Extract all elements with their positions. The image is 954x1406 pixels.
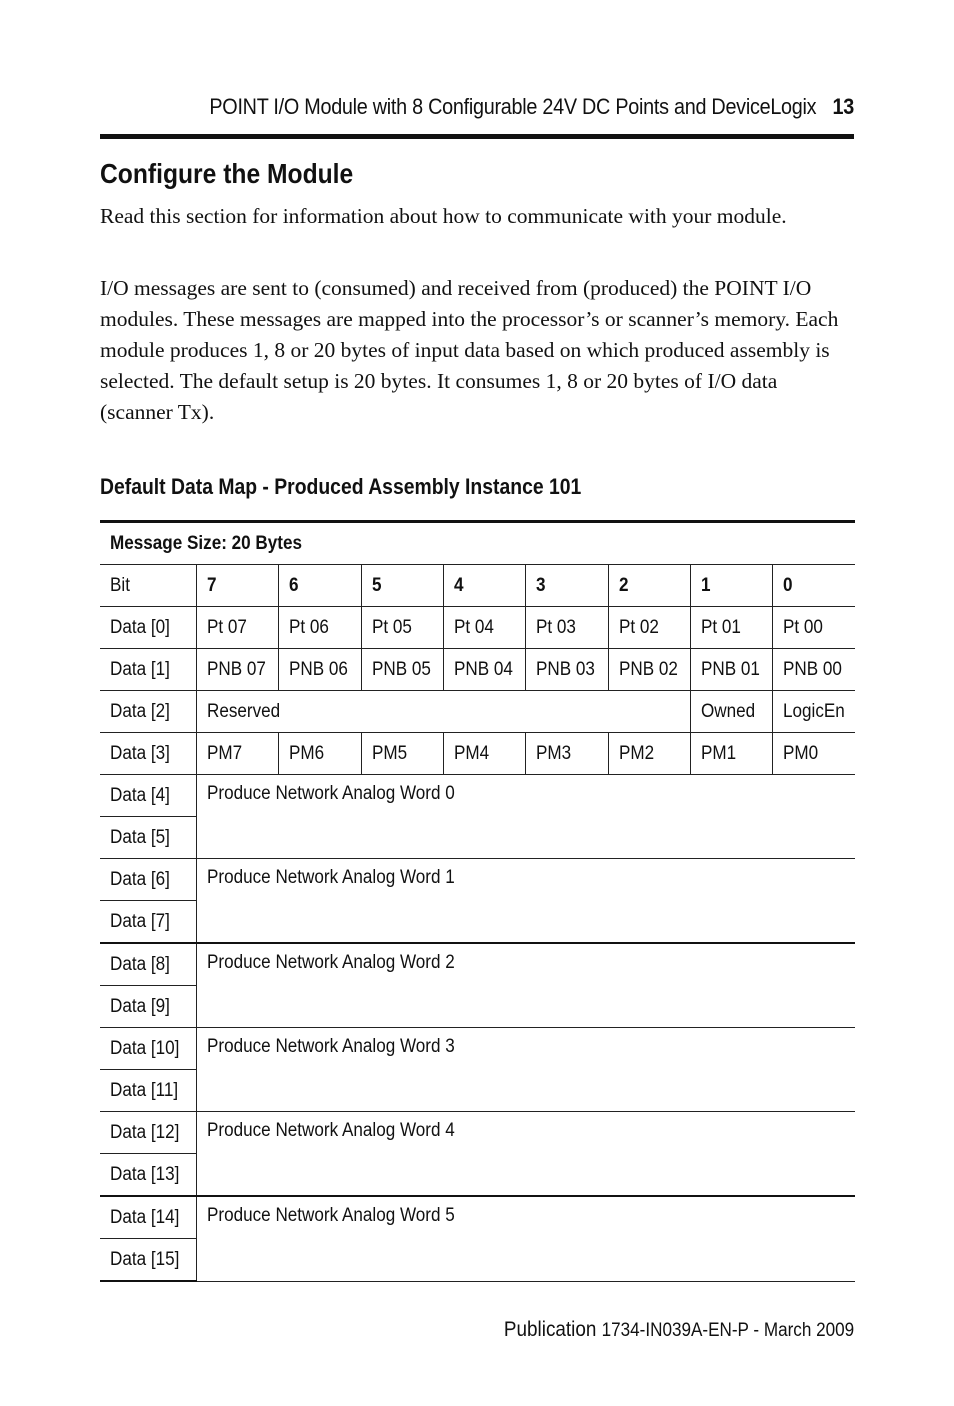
bit-cell (196, 607, 278, 649)
cell-text: PNB 02 (618, 658, 678, 680)
cell-text: Data [6] (110, 868, 170, 890)
bit-cell (361, 607, 443, 649)
cell-text: Pt 05 (371, 616, 412, 638)
bit-cell (772, 607, 855, 649)
owned-cell (690, 691, 772, 733)
bit-header-cell (278, 565, 361, 607)
byte-label-cell (100, 943, 196, 986)
cell-text: Data [0] (110, 616, 170, 638)
bit-header-cell (772, 565, 855, 607)
bit-cell (361, 733, 443, 775)
table-row (100, 1196, 855, 1239)
table-row (100, 733, 855, 775)
cell-text: PM1 (700, 742, 736, 764)
bit-header-cell (100, 565, 196, 607)
cell-text: Produce Network Analog Word 2 (206, 952, 455, 973)
bit-cell (278, 607, 361, 649)
table-row (100, 691, 855, 733)
cell-text: Pt 01 (700, 616, 741, 638)
cell-text: Pt 06 (288, 616, 329, 638)
bit-cell (690, 733, 772, 775)
table-row (100, 943, 855, 986)
cell-text: PM4 (453, 742, 489, 764)
cell-text: PNB 00 (782, 658, 842, 680)
cell-text: Data [10] (110, 1037, 180, 1059)
cell-text: Pt 02 (618, 616, 659, 638)
cell-text: Data [8] (110, 953, 170, 975)
byte-label-cell (100, 859, 196, 901)
bit-cell (361, 649, 443, 691)
cell-text: 5 (371, 574, 382, 596)
bit-header-cell (196, 565, 278, 607)
table-row (100, 859, 855, 901)
bit-cell (525, 607, 608, 649)
cell-text: Reserved (206, 700, 280, 722)
cell-text: Data [5] (110, 826, 170, 848)
analog-word-cell (196, 859, 855, 944)
bit-cell (525, 649, 608, 691)
section-title: Configure the Module (100, 158, 354, 189)
table-body (100, 522, 855, 1282)
cell-text: PNB 07 (206, 658, 266, 680)
cell-text: Data [15] (110, 1248, 180, 1270)
cell-text: Pt 04 (453, 616, 494, 638)
cell-text: PNB 04 (453, 658, 513, 680)
byte-label-cell (100, 733, 196, 775)
cell-text: PM7 (206, 742, 242, 764)
byte-label-cell (100, 1196, 196, 1239)
cell-text: Data [9] (110, 995, 170, 1017)
table-row (100, 522, 855, 565)
cell-text: PM0 (782, 742, 818, 764)
bit-header-cell (361, 565, 443, 607)
intro-paragraph: Read this section for information about how to communicate with your module. (100, 204, 787, 228)
analog-word-cell (196, 775, 855, 859)
cell-text: Produce Network Analog Word 4 (206, 1120, 455, 1141)
logicen-cell (772, 691, 855, 733)
bit-cell (443, 733, 525, 775)
bit-cell (525, 733, 608, 775)
header-rule (100, 134, 854, 139)
cell-text: 1 (700, 574, 711, 596)
cell-text: PM3 (535, 742, 571, 764)
cell-text: Message Size: 20 Bytes (110, 532, 303, 554)
byte-label-cell (100, 901, 196, 944)
byte-label-cell (100, 1239, 196, 1282)
footer (504, 1318, 854, 1342)
table-row (100, 775, 855, 817)
message-size-cell (100, 522, 855, 565)
cell-text: Data [1] (110, 658, 170, 680)
bit-cell (690, 607, 772, 649)
cell-text: Pt 00 (782, 616, 823, 638)
bit-header-cell (608, 565, 690, 607)
cell-text: Data [2] (110, 700, 170, 722)
byte-label-cell (100, 607, 196, 649)
bit-cell (443, 649, 525, 691)
cell-text: PNB 05 (371, 658, 431, 680)
cell-text: 2 (618, 574, 629, 596)
cell-text: PNB 01 (700, 658, 760, 680)
cell-text: Produce Network Analog Word 3 (206, 1036, 455, 1057)
data-map-table (100, 520, 855, 1282)
byte-label-cell (100, 1112, 196, 1154)
cell-text: Produce Network Analog Word 5 (206, 1205, 455, 1226)
cell-text: PNB 06 (288, 658, 348, 680)
cell-text: Pt 07 (206, 616, 247, 638)
bit-cell (196, 649, 278, 691)
byte-label-cell (100, 986, 196, 1028)
table-caption: Default Data Map - Produced Assembly Instance 101 (100, 474, 582, 499)
cell-text: PM2 (618, 742, 654, 764)
cell-text: Data [13] (110, 1163, 180, 1185)
bit-cell (608, 733, 690, 775)
byte-label-cell (100, 691, 196, 733)
bit-cell (278, 733, 361, 775)
byte-label-cell (100, 1070, 196, 1112)
table-row (100, 649, 855, 691)
cell-text: PNB 03 (535, 658, 595, 680)
cell-text: 0 (782, 574, 793, 596)
cell-text: Produce Network Analog Word 0 (206, 783, 455, 804)
cell-text: PM5 (371, 742, 407, 764)
bit-cell (772, 733, 855, 775)
bit-cell (278, 649, 361, 691)
cell-text: PM6 (288, 742, 324, 764)
byte-label-cell (100, 817, 196, 859)
cell-text: Pt 03 (535, 616, 576, 638)
byte-label-cell (100, 775, 196, 817)
table-row (100, 565, 855, 607)
byte-label-cell (100, 1154, 196, 1197)
analog-word-cell (196, 943, 855, 1028)
cell-text: 6 (288, 574, 299, 596)
table-row (100, 607, 855, 649)
cell-text: Produce Network Analog Word 1 (206, 867, 455, 888)
cell-text: 4 (453, 574, 464, 596)
cell-text: 7 (206, 574, 217, 596)
bit-header-cell (525, 565, 608, 607)
cell-text: Data [14] (110, 1206, 180, 1228)
analog-word-cell (196, 1196, 855, 1281)
cell-text: Bit (110, 574, 130, 596)
page-number: 13 (832, 94, 854, 119)
bit-header-cell (690, 565, 772, 607)
table-row (100, 1028, 855, 1070)
running-head (175, 94, 854, 124)
running-title: POINT I/O Module with 8 Configurable 24V DC Points and DeviceLogix (209, 94, 817, 119)
analog-word-cell (196, 1112, 855, 1197)
cell-text: Owned (700, 700, 755, 722)
bit-cell (772, 649, 855, 691)
byte-label-cell (100, 1028, 196, 1070)
bit-cell (196, 733, 278, 775)
cell-text: Data [3] (110, 742, 170, 764)
bit-cell (443, 607, 525, 649)
cell-text: LogicEn (782, 700, 845, 722)
cell-text: Data [11] (110, 1079, 179, 1101)
cell-text: Data [4] (110, 784, 170, 806)
bit-header-cell (443, 565, 525, 607)
cell-text: Data [12] (110, 1121, 180, 1143)
reserved-cell (196, 691, 690, 733)
publication-number: 1734-IN039A-EN-P - March 2009 (601, 1320, 854, 1341)
cell-text: 3 (535, 574, 546, 596)
byte-label-cell (100, 649, 196, 691)
footer-label: Publication (503, 1318, 597, 1341)
analog-word-cell (196, 1028, 855, 1112)
bit-cell (690, 649, 772, 691)
table-row (100, 1112, 855, 1154)
cell-text: Data [7] (110, 910, 170, 932)
bit-cell (608, 649, 690, 691)
io-messages-paragraph: I/O messages are sent to (consumed) and received from (produced) the POINT I/O modules. These messages are mapped into the processor’s or scanner’s memory. Each module produces 1, 8 or 20 bytes of input data based on which produced assembly is selected. The default setup is 20 bytes. It consumes 1, 8 or 20 bytes of I/O data (scanner Tx). (100, 276, 839, 424)
bit-cell (608, 607, 690, 649)
